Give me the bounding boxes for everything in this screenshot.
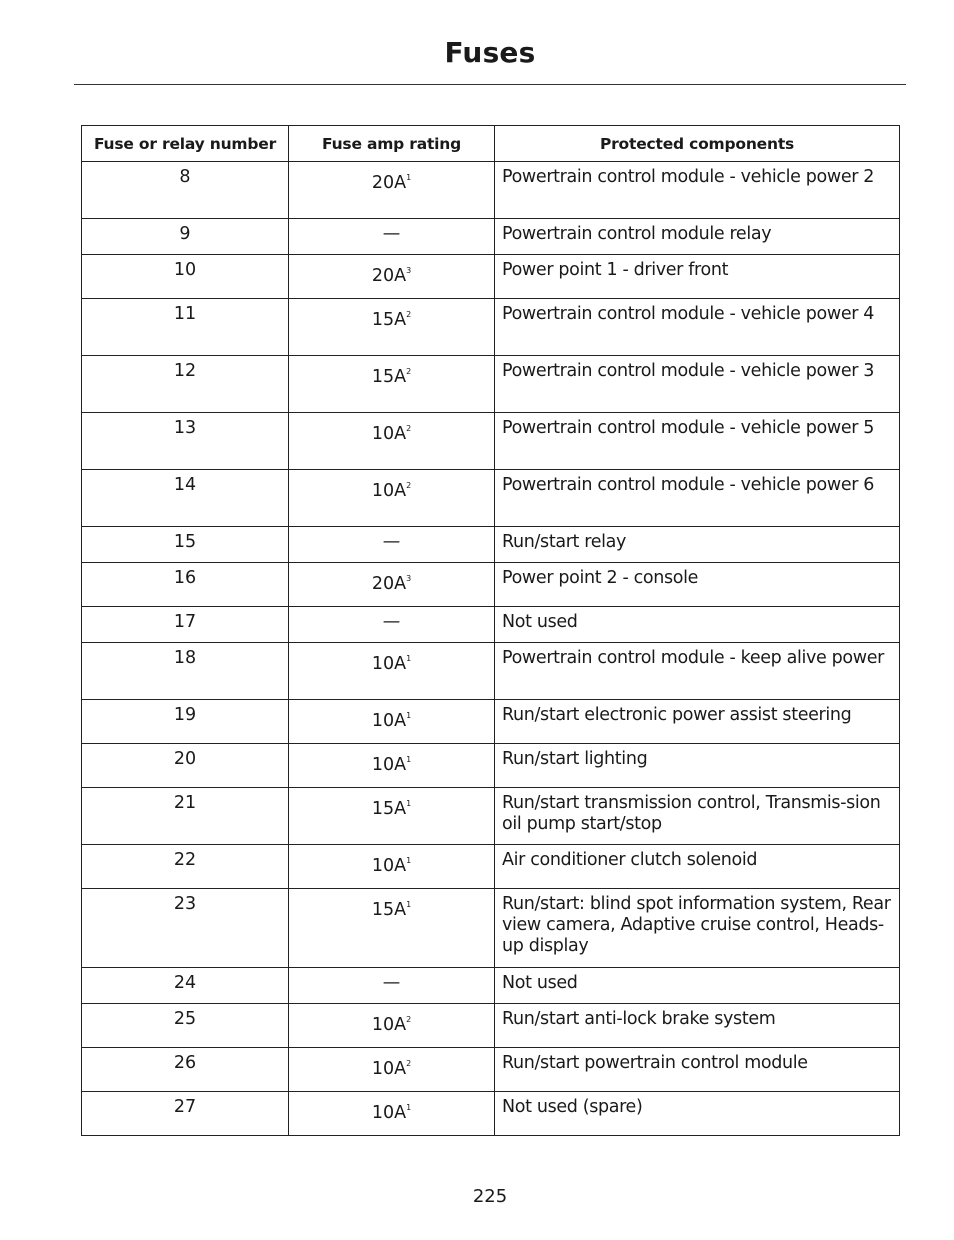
fuse-number-cell: 24 [82,968,289,1004]
amp-rating-value: 15A [371,799,407,819]
amp-rating-cell [289,845,495,889]
amp-rating-cell [289,1004,495,1048]
amp-rating-cell [289,700,495,744]
footnote-marker: 1 [406,173,412,182]
table-row [82,1092,900,1136]
table-row [82,563,900,607]
footnote-marker: 3 [406,574,412,583]
fuse-number-cell: 20 [82,744,289,788]
amp-rating-cell [289,255,495,299]
protected-component-cell: Not used (spare) [495,1092,900,1136]
header-amp-rating: Fuse amp rating [289,126,495,162]
footnote-marker: 1 [406,1103,412,1112]
protected-component-cell: Powertrain control module - vehicle power 2 [495,162,900,219]
fuse-number-cell: 10 [82,255,289,299]
protected-component-cell: Powertrain control module relay [495,219,900,255]
amp-rating-cell [289,1048,495,1092]
table-header [82,126,900,162]
header-protected-components: Protected components [495,126,900,162]
fuse-number-cell: 22 [82,845,289,889]
amp-rating-cell [289,607,495,643]
fuse-number-cell: 13 [82,413,289,470]
fuse-number-cell: 12 [82,356,289,413]
protected-component-cell: Run/start lighting [495,744,900,788]
amp-rating-cell [289,643,495,700]
amp-rating-value: 20A [371,574,407,594]
fuse-number-cell: 16 [82,563,289,607]
fuse-number-cell: 27 [82,1092,289,1136]
fuse-number-cell: 18 [82,643,289,700]
footnote-marker: 1 [406,856,412,865]
table-row [82,607,900,643]
amp-rating-cell [289,563,495,607]
amp-rating-value: 10A [371,1103,407,1123]
fuse-number-cell: 25 [82,1004,289,1048]
amp-rating-cell [289,219,495,255]
table-row [82,162,900,219]
table-row [82,356,900,413]
amp-rating-value: 10A [371,755,407,775]
fuse-number-cell: 23 [82,889,289,968]
table-row [82,788,900,845]
footnote-marker: 2 [406,310,412,319]
table-row [82,470,900,527]
amp-rating-cell [289,162,495,219]
amp-rating-value: 15A [371,310,407,330]
footnote-marker: 2 [406,367,412,376]
amp-rating-cell [289,356,495,413]
amp-rating-cell [289,889,495,968]
footnote-marker: 1 [406,654,412,663]
fuse-number-cell: 14 [82,470,289,527]
table-row [82,845,900,889]
amp-rating-value: — [382,532,401,552]
footnote-marker: 2 [406,1015,412,1024]
table-row [82,1048,900,1092]
protected-component-cell: Run/start electronic power assist steering [495,700,900,744]
amp-rating-cell [289,788,495,845]
amp-rating-cell [289,744,495,788]
table-row [82,299,900,356]
fuse-number-cell: 15 [82,527,289,563]
amp-rating-value: 10A [371,424,407,444]
amp-rating-value: 10A [371,1059,407,1079]
title-divider [74,84,906,85]
fuse-number-cell: 17 [82,607,289,643]
page-number: 225 [472,1186,508,1207]
footnote-marker: 1 [406,799,412,808]
amp-rating-cell [289,299,495,356]
amp-rating-value: — [382,224,401,244]
header-row [82,126,900,162]
fuse-table [81,125,900,1136]
fuse-number-cell: 19 [82,700,289,744]
fuse-number-cell: 8 [82,162,289,219]
protected-component-cell: Run/start transmission control, Transmis-sion oil pump start/stop [495,788,900,845]
table-row [82,744,900,788]
page-title: Fuses [444,36,536,69]
fuse-number-cell: 9 [82,219,289,255]
amp-rating-value: 10A [371,481,407,501]
amp-rating-value: — [382,612,401,632]
amp-rating-value: 10A [371,1015,407,1035]
amp-rating-cell [289,968,495,1004]
amp-rating-cell [289,527,495,563]
protected-component-cell: Air conditioner clutch solenoid [495,845,900,889]
table-row [82,643,900,700]
table-row [82,219,900,255]
amp-rating-value: 10A [371,654,407,674]
amp-rating-cell [289,470,495,527]
protected-component-cell: Power point 1 - driver front [495,255,900,299]
amp-rating-value: 15A [371,900,407,920]
amp-rating-cell [289,413,495,470]
footnote-marker: 2 [406,1059,412,1068]
fuse-number-cell: 11 [82,299,289,356]
protected-component-cell: Powertrain control module - keep alive power [495,643,900,700]
fuse-number-cell: 21 [82,788,289,845]
footnote-marker: 1 [406,900,412,909]
footnote-marker: 1 [406,755,412,764]
protected-component-cell: Powertrain control module - vehicle power 4 [495,299,900,356]
protected-component-cell: Powertrain control module - vehicle power 5 [495,413,900,470]
table-row [82,413,900,470]
protected-component-cell: Not used [495,968,900,1004]
amp-rating-value: — [382,973,401,993]
protected-component-cell: Power point 2 - console [495,563,900,607]
amp-rating-value: 20A [371,173,407,193]
protected-component-cell: Run/start anti-lock brake system [495,1004,900,1048]
protected-component-cell: Run/start powertrain control module [495,1048,900,1092]
amp-rating-value: 10A [371,856,407,876]
header-fuse-number: Fuse or relay number [82,126,289,162]
footnote-marker: 1 [406,711,412,720]
table-body [82,162,900,1136]
footnote-marker: 3 [406,266,412,275]
protected-component-cell: Powertrain control module - vehicle power 3 [495,356,900,413]
protected-component-cell: Run/start relay [495,527,900,563]
protected-component-cell: Run/start: blind spot information system, Rear view camera, Adaptive cruise control, Heads-up display [495,889,900,968]
table-row [82,889,900,968]
table-row [82,968,900,1004]
fuse-number-cell: 26 [82,1048,289,1092]
table-row [82,255,900,299]
protected-component-cell: Powertrain control module - vehicle power 6 [495,470,900,527]
amp-rating-value: 15A [371,367,407,387]
table-row [82,1004,900,1048]
footnote-marker: 2 [406,424,412,433]
footnote-marker: 2 [406,481,412,490]
table-row [82,527,900,563]
amp-rating-cell [289,1092,495,1136]
amp-rating-value: 20A [371,266,407,286]
protected-component-cell: Not used [495,607,900,643]
table-row [82,700,900,744]
amp-rating-value: 10A [371,711,407,731]
